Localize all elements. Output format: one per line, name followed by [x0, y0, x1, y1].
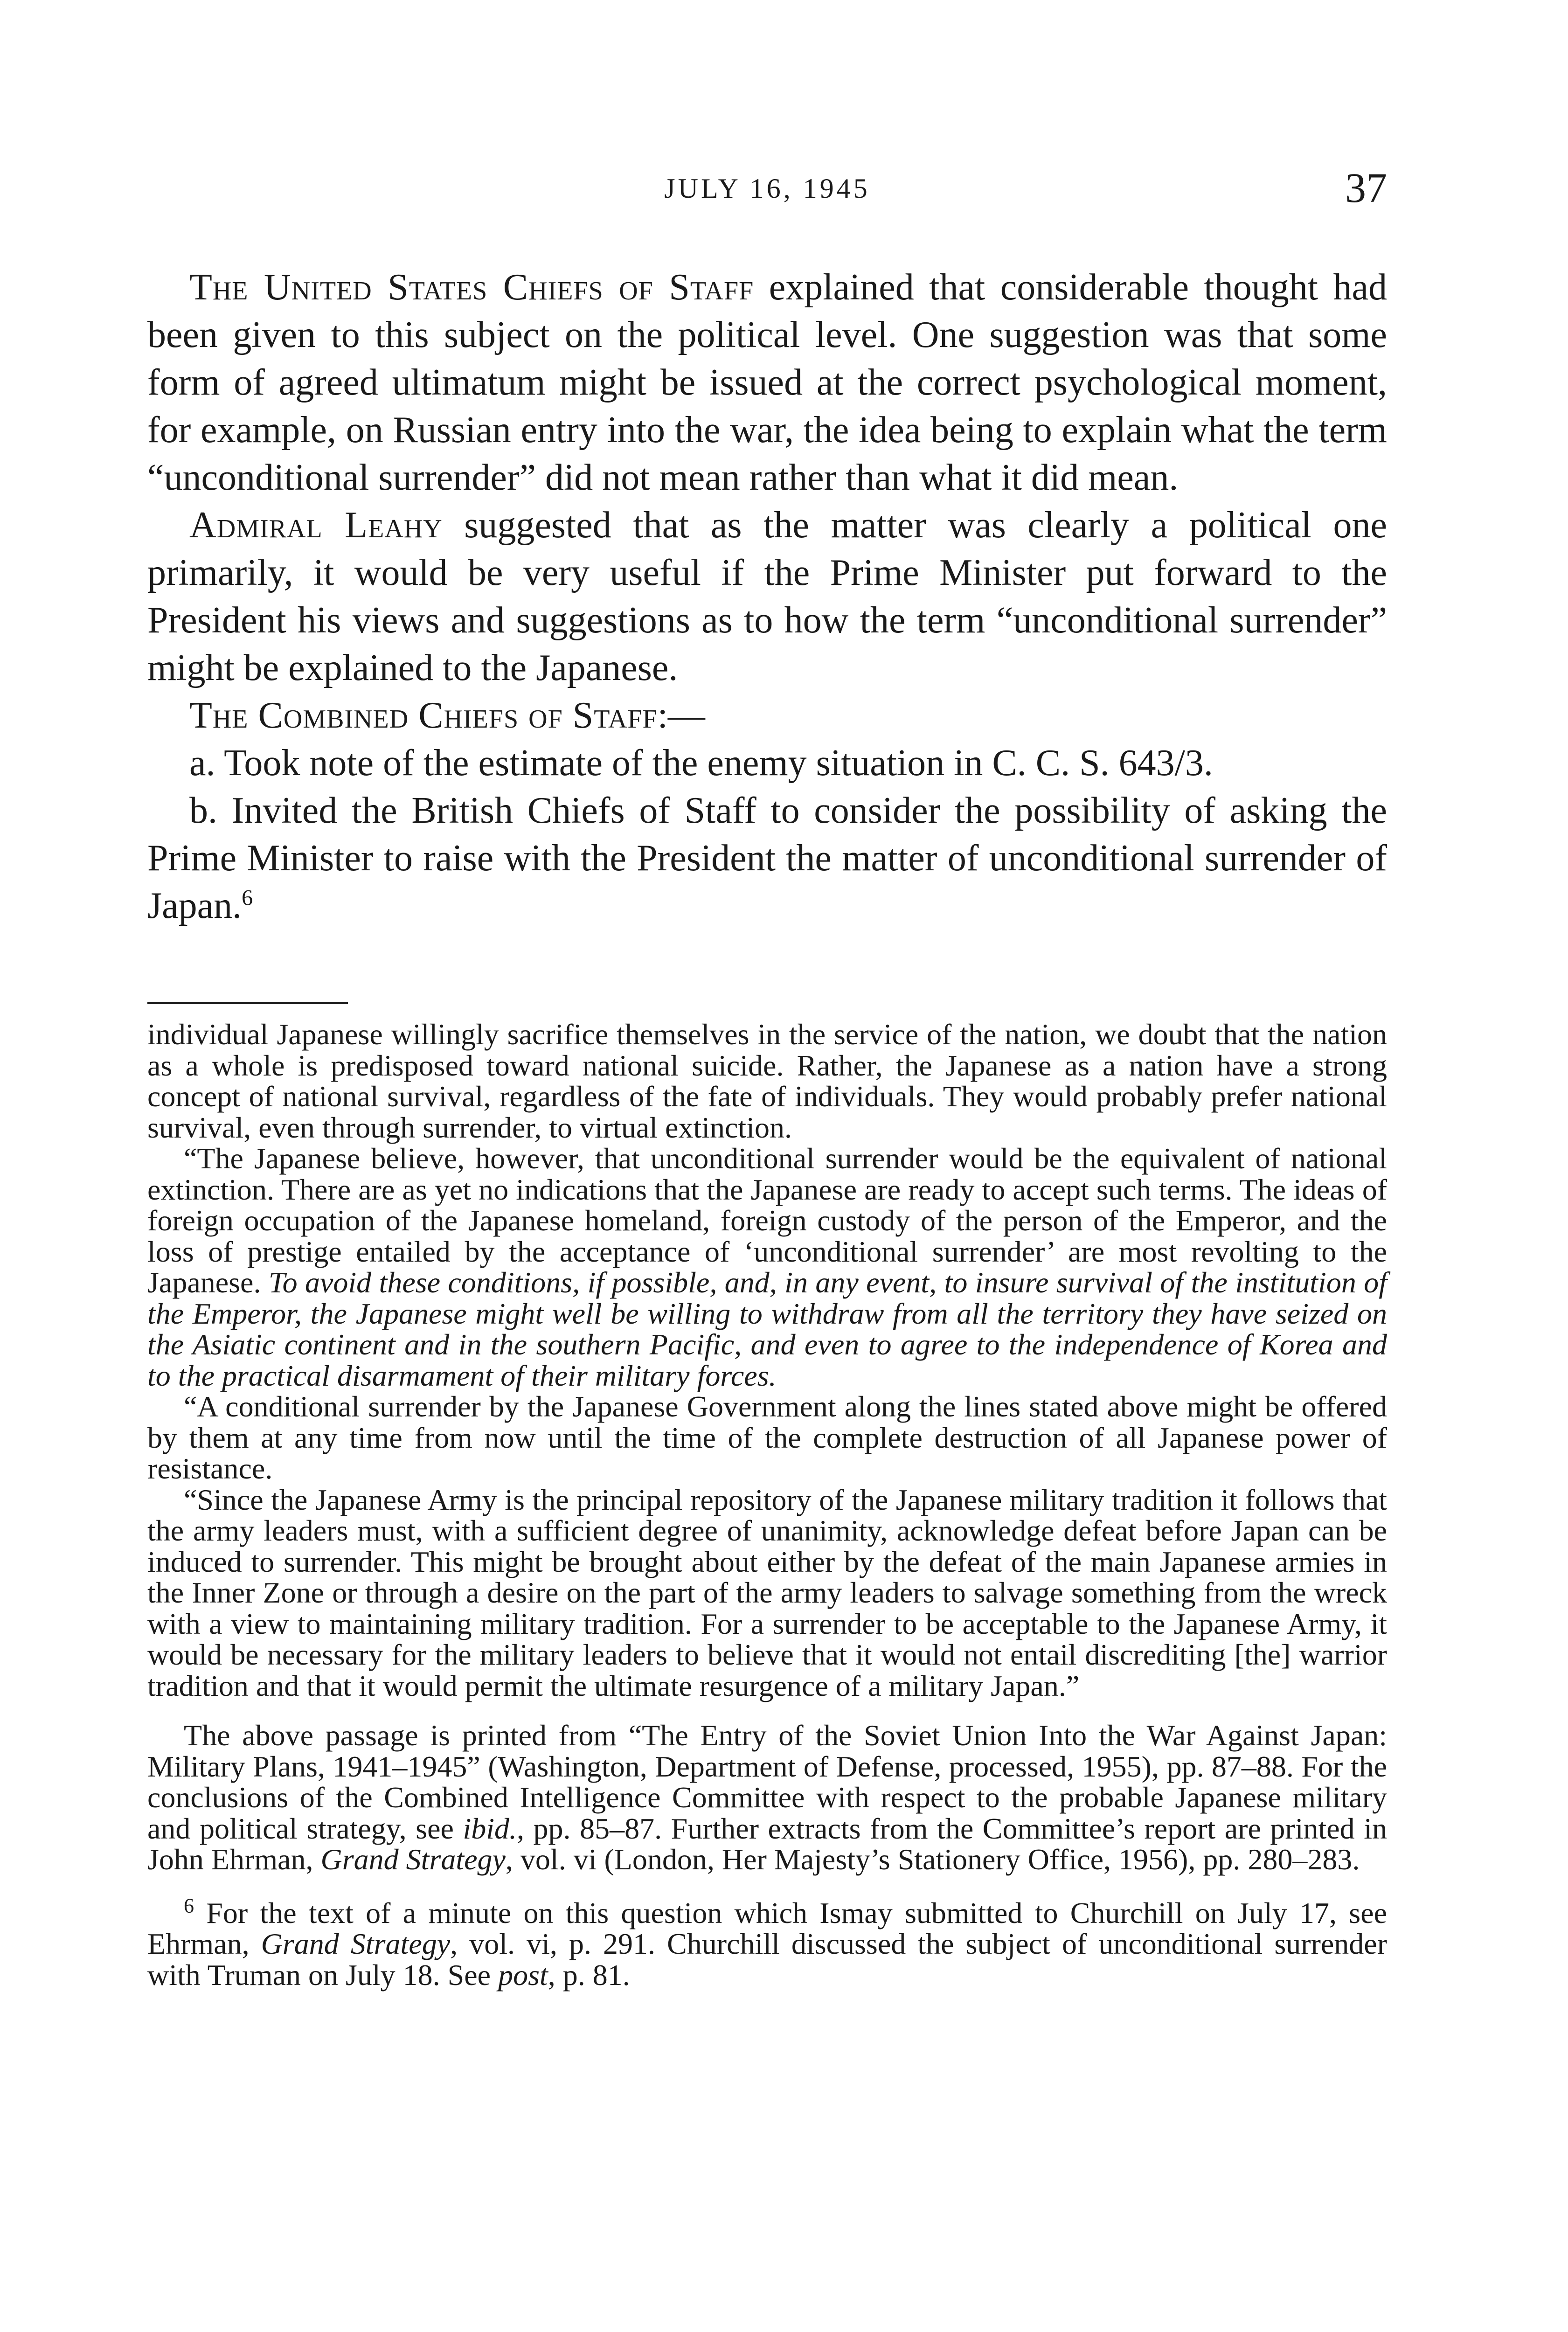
page-number: 37 [1345, 165, 1387, 211]
speaker-us-chiefs: The United States Chiefs of Staff [189, 267, 754, 308]
speaker-leahy: Admiral Leahy [189, 505, 443, 546]
footnote-quote-2 [147, 1143, 1387, 1391]
footnote-post: post [498, 1958, 548, 1992]
footnote-italic-text: To avoid these conditions, if possible, and, in any event, to insure survival of the institution of the Emperor, the Japanese might well be willing to withdraw from all the territory they have seized on the Asiatic continent and in the southern Pacific, and even to agree to the independence of Korea and to the practical disarmament of their military forces. [147, 1266, 1388, 1392]
footnote-text: The above passage is printed from “The Entry of the Soviet Union Into the War Against Japan: Military Plans, 1941–1945” (Washington, Department of Defense, processed, 1955), pp. 87–88. For the conclusions of the Combined Intelligence Committee with respect to the probable Japanese military and political strategy, see [147, 1719, 1387, 1845]
footnote-divider [147, 1002, 348, 1004]
paragraph-text: suggested that as the matter was clearly a political one primarily, it would be very useful if the Prime Minister put forward to the President his views and suggestions as to how the term “unconditional surrender” might be explained to the Japanese. [147, 505, 1387, 688]
footnote-continuation: individual Japanese willingly sacrifice themselves in the service of the nation, we doubt that the nation as a whole is predisposed toward national suicide. Rather, the Japanese as a nation have a strong concept of national survival, regardless of the fate of individuals. They would probably prefer national survival, even through surrender, to virtual extinction. [147, 1018, 1387, 1144]
footnotes [147, 1019, 1387, 1991]
running-title: JULY 16, 1945 [664, 173, 870, 204]
footnote-source [147, 1720, 1387, 1875]
footnote-6 [147, 1894, 1388, 1992]
paragraph-text: :— [657, 695, 705, 736]
main-text [147, 264, 1387, 930]
item-b-text: b. Invited the British Chiefs of Staff to consider the possibility of asking the Prime Minister to raise with the President the matter of unconditional surrender of Japan. [147, 790, 1387, 926]
paragraph-text: explained that considerable thought had been given to this subject on the political level. One suggestion was that some form of agreed ultimatum might be issued at the correct psychological moment, for example, on Russian entry into the war, the idea being to explain what the term “unconditional surrender” did not mean rather than what it did mean. [147, 267, 1387, 498]
footnote-text: , pp. 85–87. Further extracts from the Committee’s report are printed in John Ehrman, [147, 1811, 1388, 1876]
footnote-quote-4: “Since the Japanese Army is the principal repository of the Japanese military tradition it follows that the army leaders must, with a sufficient degree of unanimity, acknowledge defeat before Japan can be induced to surrender. This might be brought about either by the defeat of the main Japanese armies in the Inner Zone or through a desire on the part of the army leaders to salvage something from the wreck with a view to maintaining military tradition. For a surrender to be acceptable to the Japanese Army, it would be necessary for the military leaders to believe that it would not entail discrediting [the] warrior tradition and that it would permit the ultimate resurgence of a military Japan.” [147, 1483, 1387, 1702]
speaker-ccs: The Combined Chiefs of Staff [189, 695, 658, 736]
footnote-quote-3: “A conditional surrender by the Japanese Government along the lines stated above might be offered by them at any time from now until the time of the complete destruction of all Japanese power of resistance. [147, 1390, 1387, 1485]
item-a [147, 739, 1387, 787]
footnote-ref-6: 6 [242, 885, 253, 910]
footnote-text: , vol. vi (London, Her Majesty’s Stationery Office, 1956), pp. 280–283. [505, 1843, 1360, 1876]
paragraph-ccs [147, 692, 1387, 739]
item-a-text: a. Took note of the estimate of the enemy situation in C. C. S. 643/3. [189, 743, 1213, 784]
footnote-text: “The Japanese believe, however, that unconditional surrender would be the equivalent of national extinction. There are as yet no indications that the Japanese are ready to accept such terms. The ideas of foreign occupation of the Japanese homeland, foreign custody of the person of the Emperor, and the loss of prestige entailed by the acceptance of ‘unconditional surrender’ are most revolting to the Japanese. [147, 1142, 1387, 1299]
paragraph-us-chiefs [147, 264, 1387, 501]
footnote-number: 6 [184, 1894, 194, 1917]
footnote-book-title: Grand Strategy [320, 1843, 506, 1876]
paragraph-leahy [147, 501, 1387, 692]
footnote-text: , vol. vi, p. 291. Churchill discussed the subject of unconditional surrender with Truman on July 18. See [147, 1927, 1388, 1992]
footnote-text: For the text of a minute on this question which Ismay submitted to Churchill on July 17, see Ehrman, [147, 1896, 1387, 1960]
footnote-ibid: ibid. [463, 1811, 517, 1845]
item-b [147, 787, 1387, 930]
running-head [147, 164, 1387, 215]
footnote-text: , p. 81. [548, 1958, 630, 1992]
footnote-book-title: Grand Strategy [261, 1927, 451, 1960]
